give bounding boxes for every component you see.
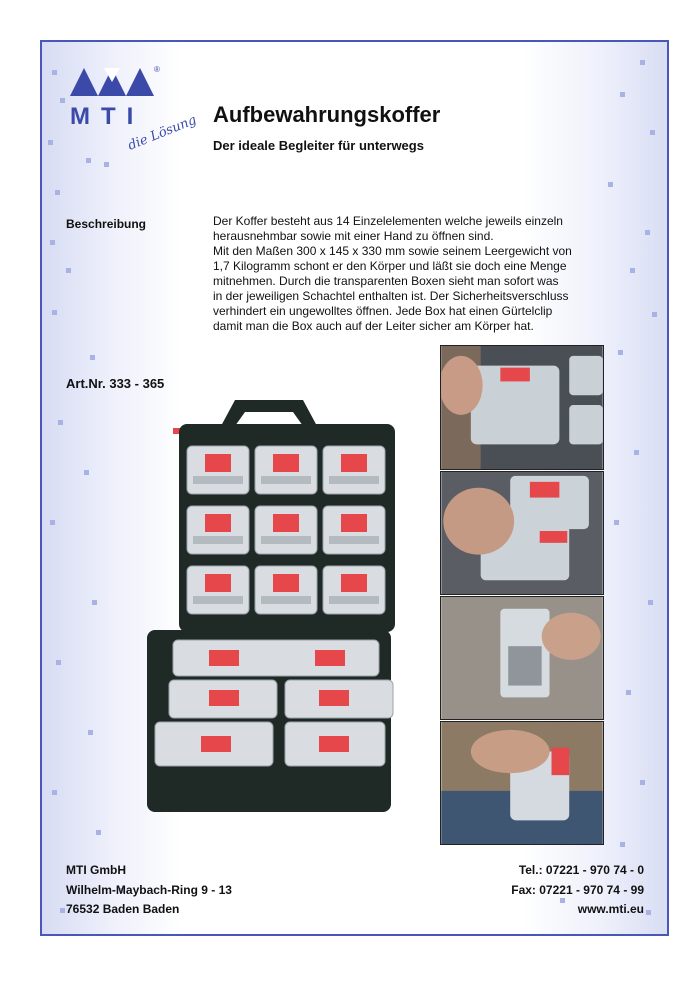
description-text: Der Koffer besteht aus 14 Einzelelementen welche jeweils einzeln herausnehmbar sowie mit einer Hand zu öffnen sind. Mit den Maßen 300 x 145 x 330 mm sowie seinem Leergewicht von 1,7 Kilogramm schont er den Körper und läßt sie doch eine Menge mitnehmen. Durch die transparenten Boxen sieht man sofort was in der jeweiligen Schachtel enthalten ist. Der Sicherheitsverschluss verhindert ein ungewolltes öffnen. Jede Box hat einen Gürtelclip damit man die Box auch auf der Leiter sicher am Körper hat. bbox=[213, 214, 572, 333]
photo-box-opening bbox=[440, 345, 604, 470]
footer-contact bbox=[511, 861, 644, 920]
mti-logo bbox=[68, 62, 208, 157]
photo-box-latch bbox=[440, 471, 604, 595]
page-title: Aufbewahrungskoffer bbox=[213, 102, 441, 127]
footer-phone: Tel.: 07221 - 970 74 - 0 bbox=[518, 863, 644, 877]
footer-fax: Fax: 07221 - 970 74 - 99 bbox=[511, 882, 644, 897]
svg-text:®: ® bbox=[154, 65, 160, 74]
footer-company: MTI GmbH bbox=[66, 863, 126, 877]
footer-street: Wilhelm-Maybach-Ring 9 - 13 bbox=[66, 882, 232, 897]
storage-case-image bbox=[143, 398, 395, 814]
page-subtitle: Der ideale Begleiter für unterwegs bbox=[213, 138, 424, 153]
article-number: Art.Nr. 333 - 365 bbox=[66, 376, 165, 391]
logo-text: MTI bbox=[70, 103, 145, 130]
description-label: Beschreibung bbox=[66, 217, 147, 231]
footer-address bbox=[66, 861, 232, 920]
photo-box-contents bbox=[440, 596, 604, 720]
photo-belt-clip bbox=[440, 721, 604, 845]
footer-city: 76532 Baden Baden bbox=[66, 902, 180, 916]
footer-website-link[interactable]: www.mti.eu bbox=[577, 902, 644, 916]
logo-tagline: die Lösung bbox=[125, 112, 199, 154]
